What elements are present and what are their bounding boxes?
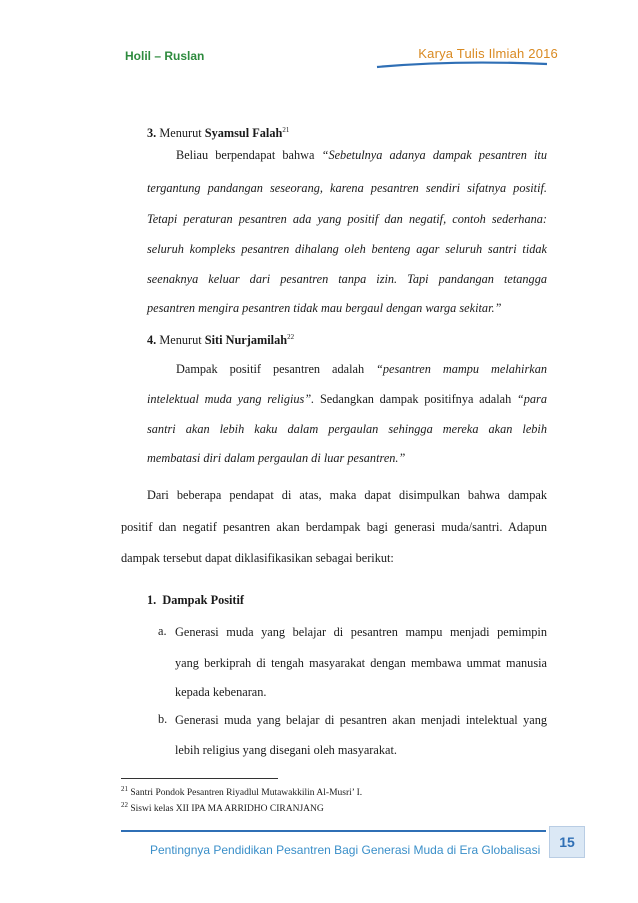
footnote-21: $^{21}$ Santri Pondok Pesantren Riyadlul Mutawakkilin Al-Musri’ I. bbox=[121, 785, 363, 799]
section4-line4: membatasi diri dalam pergaulan di luar pesantren.” bbox=[147, 451, 406, 465]
list-item-b-line2: lebih religius yang disegani oleh masyarakat. bbox=[175, 743, 397, 757]
list-item-a-line3: kepada kebenaran. bbox=[175, 685, 267, 699]
page-number: 15 bbox=[549, 826, 585, 858]
section4-line3: santri akan lebih kaku dalam pergaulan sehingga mereka akan lebih bbox=[147, 422, 547, 436]
footnote-22: $^{22}$ Siswi kelas XII IPA MA ARRIDHO CIRANJANG bbox=[121, 801, 324, 815]
list-item-b-marker: b. bbox=[158, 712, 168, 726]
list-item-a-marker: a. bbox=[158, 624, 167, 638]
section3-line4: seluruh kompleks pesantren dihalang oleh benteng agar seluruh santri tidak bbox=[147, 242, 547, 256]
list-item-b-line1: Generasi muda yang belajar di pesantren akan menjadi intelektual yang bbox=[175, 713, 547, 727]
list-item-a-line2: yang berkiprah di tengah masyarakat dengan membawa ummat manusia bbox=[175, 656, 547, 670]
section3-line1: Beliau berpendapat bahwa “Sebetulnya adanya dampak pesantren itu bbox=[176, 148, 547, 162]
conclusion-line3: dampak tersebut dapat diklasifikasikan sebagai berikut: bbox=[121, 551, 394, 565]
footer-rule bbox=[121, 830, 546, 832]
header-underline bbox=[375, 58, 550, 70]
conclusion-line1: Dari beberapa pendapat di atas, maka dapat disimpulkan bahwa dampak bbox=[147, 488, 547, 502]
conclusion-line2: positif dan negatif pesantren akan berdampak bagi generasi muda/santri. Adapun bbox=[121, 520, 547, 534]
list-item-a-line1: Generasi muda yang belajar di pesantren mampu menjadi pemimpin bbox=[175, 625, 547, 639]
section4-line2: intelektual muda yang religius”. Sedangkan dampak positifnya adalah “para bbox=[147, 392, 547, 406]
list-heading: 1. Dampak Positif bbox=[147, 593, 245, 607]
section4-line1: Dampak positif pesantren adalah “pesantren mampu melahirkan bbox=[176, 362, 547, 376]
section4-heading: 4. Menurut Siti Nurjamilah$^{22}$ bbox=[147, 333, 295, 348]
section3-line2: tergantung pandangan seseorang, karena pesantren sendiri sifatnya positif. bbox=[147, 181, 547, 195]
section3-heading: 3. Menurut Syamsul Falah$^{21}$ bbox=[147, 126, 290, 141]
section3-line5: seenaknya keluar dari pesantren tanpa izin. Tapi pandangan tetangga bbox=[147, 272, 547, 286]
header-title: Karya Tulis Ilmiah 2016 bbox=[418, 46, 558, 61]
section3-line6: pesantren mengira pesantren tidak mau bergaul dengan warga sekitar.” bbox=[147, 301, 502, 315]
footer-title: Pentingnya Pendidikan Pesantren Bagi Generasi Muda di Era Globalisasi bbox=[150, 843, 541, 857]
section3-line3: Tetapi peraturan pesantren ada yang positif dan negatif, contoh sederhana: bbox=[147, 212, 547, 226]
footnote-rule bbox=[121, 778, 278, 779]
header-author: Holil – Ruslan bbox=[125, 49, 205, 63]
